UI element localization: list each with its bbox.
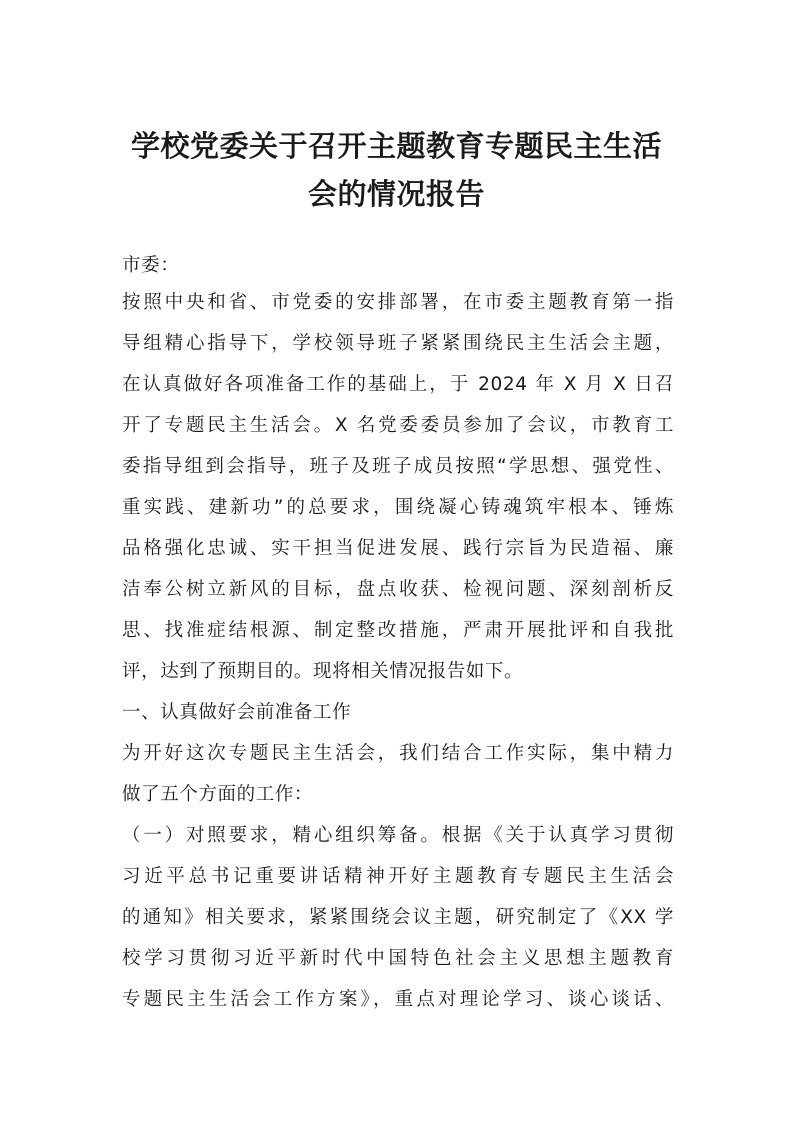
body-line: 专题民主生活会工作方案》，重点对理论学习、谈心谈话、: [122, 989, 674, 1010]
body-line: 思、找准症结根源、制定整改措施，严肃开展批评和自我批: [122, 620, 674, 641]
body-line: 校学习贯彻习近平新时代中国特色社会主义思想主题教育: [122, 948, 674, 969]
body-line: 委指导组到会指导，班子及班子成员按照“学思想、强党性、: [122, 456, 674, 477]
body-line: 在认真做好各项准备工作的基础上，于 2024 年 X 月 X 日召: [122, 374, 674, 395]
body-line: 重实践、建新功”的总要求，围绕凝心铸魂筑牢根本、锤炼: [122, 497, 674, 518]
body-line: 的通知》相关要求，紧紧围绕会议主题，研究制定了《XX 学: [122, 907, 674, 928]
body-line: 为开好这次专题民主生活会，我们结合工作实际，集中精力: [122, 743, 674, 764]
body-line: 开了专题民主生活会。X 名党委委员参加了会议，市教育工: [122, 415, 674, 436]
document-title-line-1: 学校党委关于召开主题教育专题民主生活: [130, 129, 662, 163]
document-title-line-2: 会的情况报告: [307, 177, 485, 211]
body-line: 习近平总书记重要讲话精神开好主题教育专题民主生活会: [122, 866, 674, 887]
body-line: 评，达到了预期目的。现将相关情况报告如下。: [122, 661, 524, 682]
body-line: 导组精心指导下，学校领导班子紧紧围绕民主生活会主题，: [122, 333, 674, 354]
salutation: 市委：: [122, 255, 180, 276]
body-line: 按照中央和省、市党委的安排部署，在市委主题教育第一指: [122, 292, 674, 313]
body-line: 品格强化忠诚、实干担当促进发展、践行宗旨为民造福、廉: [122, 538, 674, 559]
section-heading: 一、认真做好会前准备工作: [122, 702, 352, 723]
body-line: 洁奉公树立新风的目标，盘点收获、检视问题、深刻剖析反: [122, 579, 674, 600]
body-line: 做了五个方面的工作：: [122, 784, 314, 805]
body-line: （一）对照要求，精心组织筹备。根据《关于认真学习贯彻: [122, 825, 674, 846]
